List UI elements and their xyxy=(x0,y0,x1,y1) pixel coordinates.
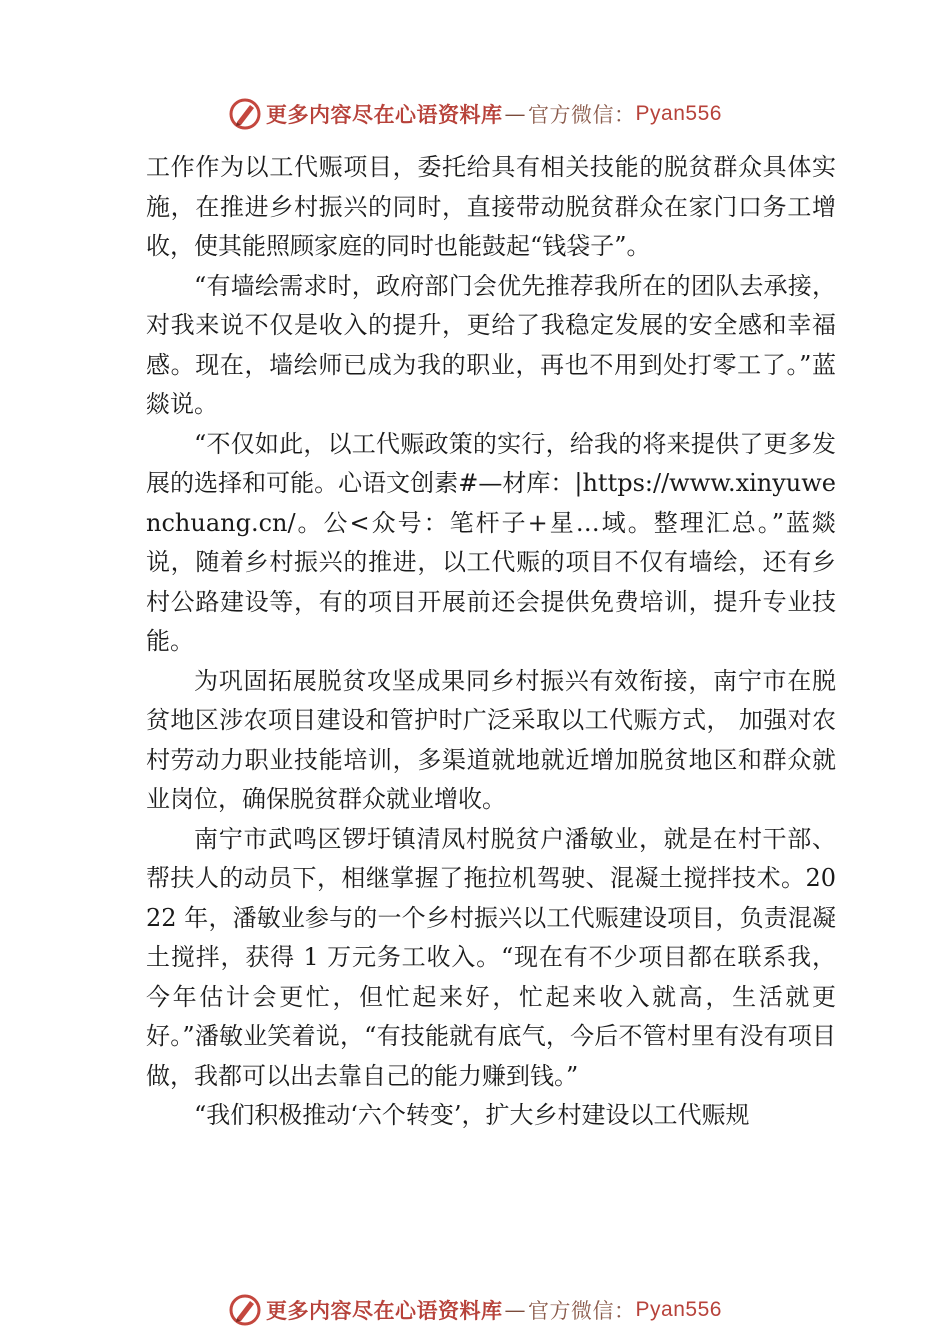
banner-wechat-id: Pyan556 xyxy=(635,102,722,125)
banner-separator: — xyxy=(504,102,527,126)
banner-main-text: 更多内容尽在心语资料库 xyxy=(266,102,503,127)
pen-logo-icon xyxy=(228,97,262,131)
header-banner xyxy=(0,94,950,134)
banner-wechat-label: 官方微信： xyxy=(528,103,636,127)
paragraph-3: “不仅如此，以工代赈政策的实行，给我的将来提供了更多发展的选择和可能。心语文创素#—材库：|https://www.xinyuwenchuang.cn/。公<众号：笔杆子+星…域。整理汇总。”蓝燚说，随着乡村振兴的推进，以工代赈的项目不仅有墙绘，还有乡村公路建设等，有的项目开展前还会提供免费培训，提升专业技能。 xyxy=(146,429,836,655)
paragraph-5: 南宁市武鸣区锣圩镇清凤村脱贫户潘敏业，就是在村干部、帮扶人的动员下，相继掌握了拖拉机驾驶、混凝土搅拌技术。2022 年，潘敏业参与的一个乡村振兴以工代赈建设项目，负责混凝土搅拌，获得 1 万元务工收入。“现在有不少项目都在联系我，今年估计会更忙，但忙起来好，忙起来收入就高，生活就更好。”潘敏业笑着说，“有技能就有底气，今后不管村里有没有项目做，我都可以出去靠自己的能力赚到钱。” xyxy=(146,824,836,1090)
article-body xyxy=(146,148,836,1136)
paragraph-6: “我们积极推动‘六个转变’，扩大乡村建设以工代赈规 xyxy=(194,1101,750,1129)
footer-banner xyxy=(0,1290,950,1330)
paragraph-1: 工作作为以工代赈项目，委托给具有相关技能的脱贫群众具体实施，在推进乡村振兴的同时，直接带动脱贫群众在家门口务工增收，使其能照顾家庭的同时也能鼓起“钱袋子”。 xyxy=(146,153,836,260)
banner-separator: — xyxy=(504,1298,527,1322)
pen-logo-icon xyxy=(228,1293,262,1327)
banner-wechat-id: Pyan556 xyxy=(635,1298,722,1321)
banner-wechat-label: 官方微信： xyxy=(528,1299,636,1323)
paragraph-2: “有墙绘需求时，政府部门会优先推荐我所在的团队去承接，对我来说不仅是收入的提升，更给了我稳定发展的安全感和幸福感。现在，墙绘师已成为我的职业，再也不用到处打零工了。”蓝燚说。 xyxy=(146,271,836,418)
paragraph-4: 为巩固拓展脱贫攻坚成果同乡村振兴有效衔接，南宁市在脱贫地区涉农项目建设和管护时广泛采取以工代赈方式， 加强对农村劳动力职业技能培训，多渠道就地就近增加脱贫地区和群众就业岗位，确保脱贫群众就业增收。 xyxy=(146,666,836,813)
banner-main-text: 更多内容尽在心语资料库 xyxy=(266,1298,503,1323)
